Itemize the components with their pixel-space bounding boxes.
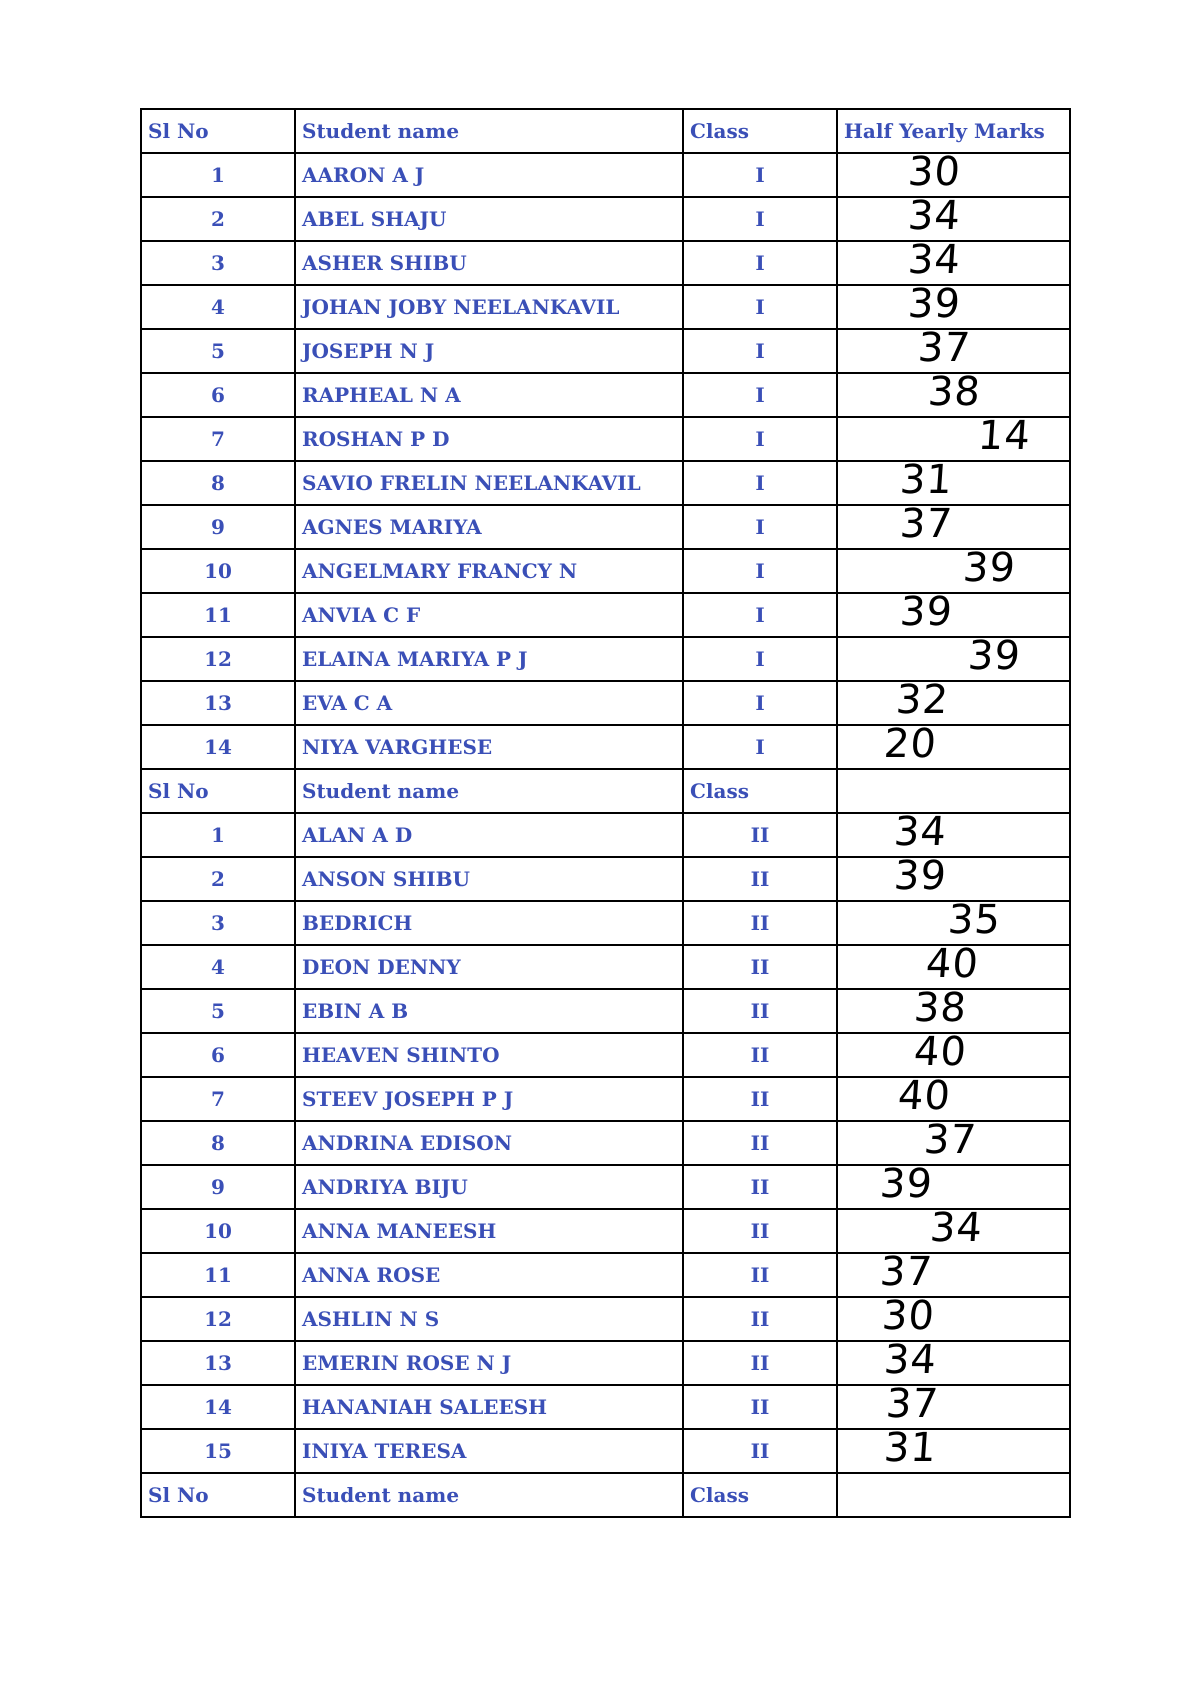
handwritten-mark: 14 bbox=[976, 413, 1033, 459]
sl-no-cell: 14 bbox=[141, 725, 295, 769]
table-row bbox=[141, 1341, 1070, 1385]
mark-cell bbox=[837, 1337, 1070, 1385]
sl-no-cell: 7 bbox=[141, 417, 295, 461]
student-name-cell: STEEV JOSEPH P J bbox=[295, 1077, 683, 1121]
header-empty-cell bbox=[837, 1473, 1070, 1517]
mark-cell bbox=[837, 1205, 1070, 1253]
handwritten-mark: 34 bbox=[892, 809, 949, 855]
handwritten-mark: 34 bbox=[928, 1205, 985, 1251]
handwritten-mark: 34 bbox=[906, 237, 963, 283]
student-name-cell: ASHER SHIBU bbox=[295, 241, 683, 285]
student-name-cell: RAPHEAL N A bbox=[295, 373, 683, 417]
sl-no-cell: 7 bbox=[141, 1077, 295, 1121]
mark-cell bbox=[837, 149, 1070, 197]
student-name-cell: EMERIN ROSE N J bbox=[295, 1341, 683, 1385]
sl-no-cell: 10 bbox=[141, 549, 295, 593]
student-name-cell: AGNES MARIYA bbox=[295, 505, 683, 549]
mark-cell bbox=[837, 897, 1070, 945]
table-row bbox=[141, 329, 1070, 373]
table-row bbox=[141, 1165, 1070, 1209]
mark-cell bbox=[837, 809, 1070, 857]
table-row bbox=[141, 637, 1070, 681]
sl-no-cell: 12 bbox=[141, 1297, 295, 1341]
handwritten-mark: 37 bbox=[916, 325, 973, 371]
header-sl-no: Sl No bbox=[141, 1473, 295, 1517]
header-sl-no: Sl No bbox=[141, 769, 295, 813]
header-row bbox=[141, 1473, 1070, 1517]
class-cell: II bbox=[683, 1121, 837, 1165]
student-name-cell: ROSHAN P D bbox=[295, 417, 683, 461]
class-cell: I bbox=[683, 153, 837, 197]
mark-cell bbox=[837, 457, 1070, 505]
sl-no-cell: 13 bbox=[141, 681, 295, 725]
class-cell: II bbox=[683, 989, 837, 1033]
table-row bbox=[141, 549, 1070, 593]
student-name-cell: ANDRINA EDISON bbox=[295, 1121, 683, 1165]
table-row bbox=[141, 857, 1070, 901]
class-cell: II bbox=[683, 1165, 837, 1209]
sl-no-cell: 15 bbox=[141, 1429, 295, 1473]
mark-cell bbox=[837, 369, 1070, 417]
mark-cell bbox=[837, 1425, 1070, 1473]
handwritten-mark: 40 bbox=[912, 1029, 969, 1075]
handwritten-mark: 30 bbox=[906, 149, 963, 195]
table-row bbox=[141, 989, 1070, 1033]
class-cell: II bbox=[683, 1429, 837, 1473]
mark-cell bbox=[837, 853, 1070, 901]
student-name-cell: ANVIA C F bbox=[295, 593, 683, 637]
mark-cell bbox=[837, 589, 1070, 637]
table-row bbox=[141, 1385, 1070, 1429]
handwritten-mark: 37 bbox=[898, 501, 955, 547]
header-row bbox=[141, 109, 1070, 153]
class-cell: I bbox=[683, 285, 837, 329]
student-name-cell: ALAN A D bbox=[295, 813, 683, 857]
table-row bbox=[141, 153, 1070, 197]
table-row bbox=[141, 1033, 1070, 1077]
sl-no-cell: 8 bbox=[141, 461, 295, 505]
class-cell: I bbox=[683, 505, 837, 549]
student-name-cell: HANANIAH SALEESH bbox=[295, 1385, 683, 1429]
class-cell: II bbox=[683, 901, 837, 945]
handwritten-mark: 39 bbox=[961, 545, 1018, 591]
header-class: Class bbox=[683, 109, 837, 153]
table-row bbox=[141, 813, 1070, 857]
sl-no-cell: 4 bbox=[141, 945, 295, 989]
sl-no-cell: 12 bbox=[141, 637, 295, 681]
student-name-cell: EVA C A bbox=[295, 681, 683, 725]
sl-no-cell: 1 bbox=[141, 153, 295, 197]
class-cell: I bbox=[683, 593, 837, 637]
student-name-cell: EBIN A B bbox=[295, 989, 683, 1033]
table-row bbox=[141, 681, 1070, 725]
mark-cell bbox=[837, 677, 1070, 725]
table-row bbox=[141, 593, 1070, 637]
handwritten-mark: 34 bbox=[882, 1337, 939, 1383]
class-cell: I bbox=[683, 725, 837, 769]
sl-no-cell: 6 bbox=[141, 1033, 295, 1077]
student-name-cell: SAVIO FRELIN NEELANKAVIL bbox=[295, 461, 683, 505]
sl-no-cell: 3 bbox=[141, 901, 295, 945]
table-row bbox=[141, 1209, 1070, 1253]
class-cell: II bbox=[683, 1033, 837, 1077]
header-half-yearly-marks: Half Yearly Marks bbox=[837, 109, 1070, 153]
mark-cell bbox=[837, 1029, 1070, 1077]
handwritten-mark: 39 bbox=[906, 281, 963, 327]
class-cell: II bbox=[683, 813, 837, 857]
student-name-cell: INIYA TERESA bbox=[295, 1429, 683, 1473]
sl-no-cell: 6 bbox=[141, 373, 295, 417]
header-class: Class bbox=[683, 1473, 837, 1517]
sl-no-cell: 5 bbox=[141, 329, 295, 373]
handwritten-mark: 40 bbox=[924, 941, 981, 987]
table-row bbox=[141, 197, 1070, 241]
mark-cell bbox=[837, 501, 1070, 549]
sl-no-cell: 8 bbox=[141, 1121, 295, 1165]
mark-cell bbox=[837, 721, 1070, 769]
table-row bbox=[141, 241, 1070, 285]
mark-cell bbox=[837, 237, 1070, 285]
sl-no-cell: 9 bbox=[141, 505, 295, 549]
student-name-cell: HEAVEN SHINTO bbox=[295, 1033, 683, 1077]
class-cell: I bbox=[683, 681, 837, 725]
handwritten-mark: 37 bbox=[922, 1117, 979, 1163]
mark-cell bbox=[837, 1073, 1070, 1121]
sl-no-cell: 14 bbox=[141, 1385, 295, 1429]
student-name-cell: ANDRIYA BIJU bbox=[295, 1165, 683, 1209]
mark-cell bbox=[837, 325, 1070, 373]
sl-no-cell: 2 bbox=[141, 857, 295, 901]
header-student-name: Student name bbox=[295, 109, 683, 153]
handwritten-mark: 39 bbox=[966, 633, 1023, 679]
sl-no-cell: 11 bbox=[141, 593, 295, 637]
class-cell: I bbox=[683, 549, 837, 593]
table-row bbox=[141, 725, 1070, 769]
mark-cell bbox=[837, 1293, 1070, 1341]
sl-no-cell: 11 bbox=[141, 1253, 295, 1297]
class-cell: I bbox=[683, 241, 837, 285]
mark-cell bbox=[837, 281, 1070, 329]
sl-no-cell: 10 bbox=[141, 1209, 295, 1253]
sl-no-cell: 4 bbox=[141, 285, 295, 329]
student-name-cell: BEDRICH bbox=[295, 901, 683, 945]
class-cell: I bbox=[683, 373, 837, 417]
table-row bbox=[141, 1253, 1070, 1297]
header-class: Class bbox=[683, 769, 837, 813]
class-cell: II bbox=[683, 1385, 837, 1429]
table-row bbox=[141, 901, 1070, 945]
table-row bbox=[141, 285, 1070, 329]
sl-no-cell: 5 bbox=[141, 989, 295, 1033]
table-row bbox=[141, 505, 1070, 549]
mark-cell bbox=[837, 633, 1070, 681]
handwritten-mark: 20 bbox=[882, 721, 939, 767]
sl-no-cell: 13 bbox=[141, 1341, 295, 1385]
header-student-name: Student name bbox=[295, 769, 683, 813]
class-cell: II bbox=[683, 1253, 837, 1297]
sl-no-cell: 2 bbox=[141, 197, 295, 241]
handwritten-mark: 32 bbox=[894, 677, 951, 723]
table-row bbox=[141, 945, 1070, 989]
handwritten-mark: 39 bbox=[878, 1161, 935, 1207]
handwritten-mark: 35 bbox=[946, 897, 1003, 943]
handwritten-mark: 31 bbox=[882, 1425, 939, 1471]
header-student-name: Student name bbox=[295, 1473, 683, 1517]
handwritten-mark: 39 bbox=[892, 853, 949, 899]
student-name-cell: ANSON SHIBU bbox=[295, 857, 683, 901]
class-cell: I bbox=[683, 461, 837, 505]
handwritten-mark: 30 bbox=[880, 1293, 937, 1339]
class-cell: II bbox=[683, 945, 837, 989]
mark-cell bbox=[837, 193, 1070, 241]
student-name-cell: ANNA MANEESH bbox=[295, 1209, 683, 1253]
sl-no-cell: 1 bbox=[141, 813, 295, 857]
student-name-cell: ANGELMARY FRANCY N bbox=[295, 549, 683, 593]
mark-cell bbox=[837, 413, 1070, 461]
class-cell: II bbox=[683, 857, 837, 901]
handwritten-mark: 40 bbox=[896, 1073, 953, 1119]
table-row bbox=[141, 1077, 1070, 1121]
handwritten-mark: 31 bbox=[898, 457, 955, 503]
student-name-cell: ELAINA MARIYA P J bbox=[295, 637, 683, 681]
header-empty-cell bbox=[837, 769, 1070, 813]
class-cell: I bbox=[683, 197, 837, 241]
mark-cell bbox=[837, 1117, 1070, 1165]
table-row bbox=[141, 1121, 1070, 1165]
table-row bbox=[141, 1429, 1070, 1473]
handwritten-mark: 38 bbox=[926, 369, 983, 415]
header-row bbox=[141, 769, 1070, 813]
mark-cell bbox=[837, 545, 1070, 593]
class-cell: II bbox=[683, 1077, 837, 1121]
class-cell: II bbox=[683, 1209, 837, 1253]
student-name-cell: ASHLIN N S bbox=[295, 1297, 683, 1341]
class-cell: II bbox=[683, 1297, 837, 1341]
sl-no-cell: 9 bbox=[141, 1165, 295, 1209]
class-cell: I bbox=[683, 329, 837, 373]
student-name-cell: AARON A J bbox=[295, 153, 683, 197]
student-name-cell: NIYA VARGHESE bbox=[295, 725, 683, 769]
student-name-cell: JOHAN JOBY NEELANKAVIL bbox=[295, 285, 683, 329]
mark-cell bbox=[837, 1381, 1070, 1429]
handwritten-mark: 38 bbox=[912, 985, 969, 1031]
table-row bbox=[141, 373, 1070, 417]
mark-cell bbox=[837, 1161, 1070, 1209]
mark-cell bbox=[837, 985, 1070, 1033]
handwritten-mark: 37 bbox=[884, 1381, 941, 1427]
student-name-cell: DEON DENNY bbox=[295, 945, 683, 989]
class-cell: I bbox=[683, 637, 837, 681]
student-name-cell: JOSEPH N J bbox=[295, 329, 683, 373]
handwritten-mark: 34 bbox=[906, 193, 963, 239]
mark-cell bbox=[837, 1249, 1070, 1297]
class-cell: I bbox=[683, 417, 837, 461]
class-cell: II bbox=[683, 1341, 837, 1385]
handwritten-mark: 37 bbox=[878, 1249, 935, 1295]
table-row bbox=[141, 461, 1070, 505]
student-name-cell: ABEL SHAJU bbox=[295, 197, 683, 241]
sl-no-cell: 3 bbox=[141, 241, 295, 285]
table-row bbox=[141, 417, 1070, 461]
handwritten-mark: 39 bbox=[898, 589, 955, 635]
table-row bbox=[141, 1297, 1070, 1341]
marks-table-body bbox=[141, 109, 1070, 1517]
header-sl-no: Sl No bbox=[141, 109, 295, 153]
mark-cell bbox=[837, 941, 1070, 989]
marks-table bbox=[140, 108, 1071, 1518]
student-name-cell: ANNA ROSE bbox=[295, 1253, 683, 1297]
